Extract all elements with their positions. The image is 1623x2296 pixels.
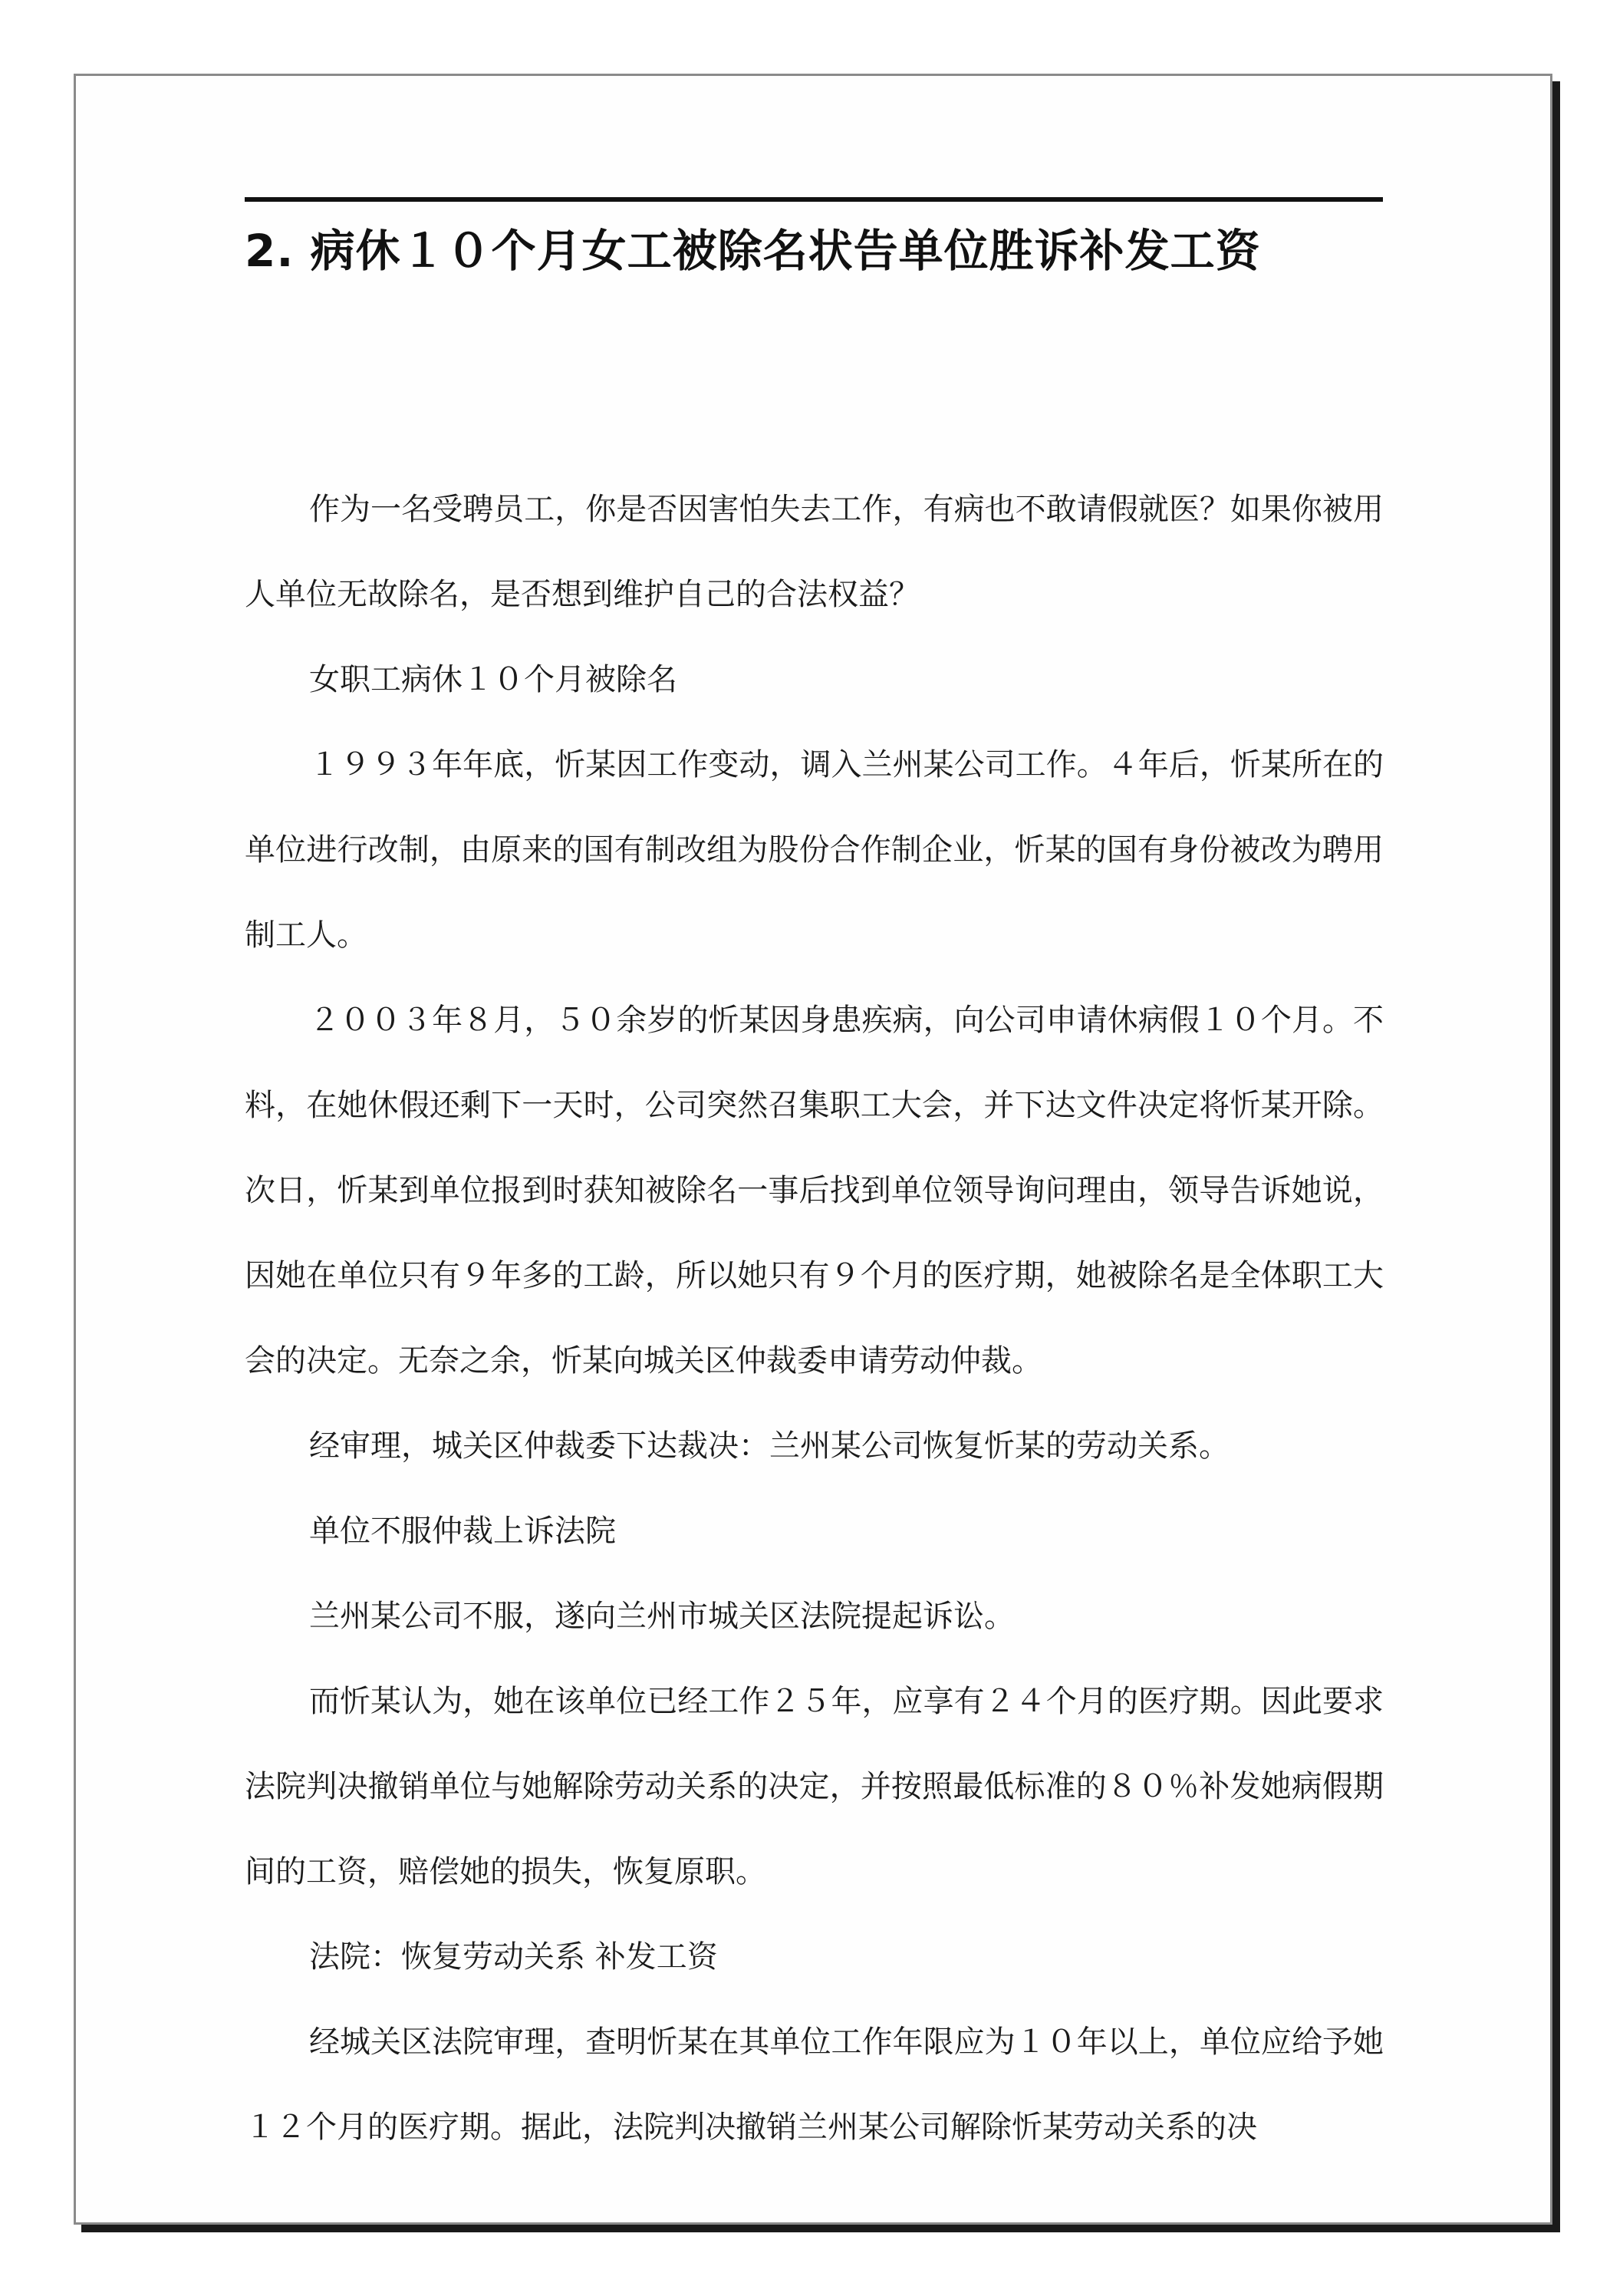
paragraph-lawsuit: 兰州某公司不服，遂向兰州市城关区法院提起诉讼。 xyxy=(309,1599,1015,1634)
title-rule xyxy=(245,197,1383,202)
document-title: 2. 病休１０个月女工被除名状告单位胜诉补发工资 xyxy=(245,225,1261,277)
section-heading-dismissal: 女职工病休１０个月被除名 xyxy=(309,662,677,697)
paragraph-arbitration: 经审理，城关区仲裁委下达裁决：兰州某公司恢复忻某的劳动关系。 xyxy=(309,1428,1230,1464)
paragraph-court-ruling: 经城关区法院审理，查明忻某在其单位工作年限应为１０年以上，单位应给予她１２个月的医疗期。据此，法院判决撤销兰州某公司解除忻某劳动关系的决 xyxy=(245,2024,1384,2145)
section-heading-appeal: 单位不服仲裁上诉法院 xyxy=(309,1514,616,1549)
document-body xyxy=(245,467,1384,2170)
paragraph-background: １９９３年年底，忻某因工作变动，调入兰州某公司工作。４年后，忻某所在的单位进行改制，由原来的国有制改组为股份合作制企业，忻某的国有身份被改为聘用制工人。 xyxy=(245,747,1384,953)
paragraph-sick-leave: ２００３年８月，５０余岁的忻某因身患疾病，向公司申请休病假１０个月。不料，在她休假还剩下一天时，公司突然召集职工大会，并下达文件决定将忻某开除。次日，忻某到单位报到时获知被除名一事后找到单位领导询问理由，领导告诉她说，因她在单位只有９年多的工龄，所以她只有９个月的医疗期，她被除名是全体职工大会的决定。无奈之余，忻某向城关区仲裁委申请劳动仲裁。 xyxy=(245,1003,1384,1379)
paragraph-employee-claim: 而忻某认为，她在该单位已经工作２５年，应享有２４个月的医疗期。因此要求法院判决撤销单位与她解除劳动关系的决定，并按照最低标准的８０％补发她病假期间的工资，赔偿她的损失，恢复原职。 xyxy=(245,1684,1384,1889)
section-heading-court: 法院：恢复劳动关系 补发工资 xyxy=(309,1939,718,1975)
paragraph-intro: 作为一名受聘员工，你是否因害怕失去工作，有病也不敢请假就医？如果你被用人单位无故除名，是否想到维护自己的合法权益？ xyxy=(245,492,1384,612)
page-frame xyxy=(74,74,1552,2225)
